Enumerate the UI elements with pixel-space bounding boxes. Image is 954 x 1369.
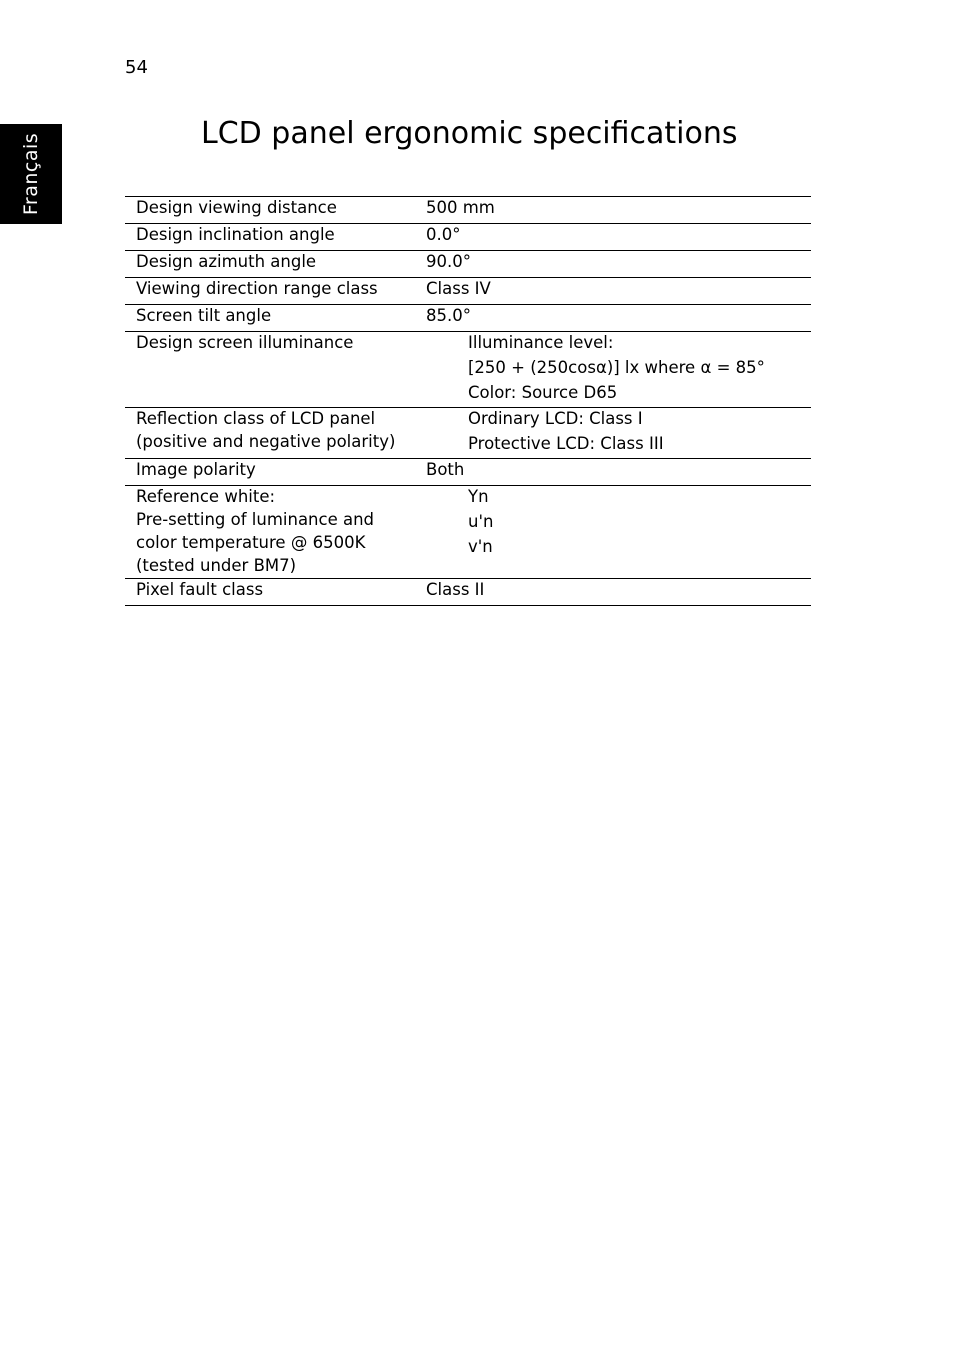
spec-label: (tested under BM7) bbox=[136, 556, 297, 575]
spec-row bbox=[125, 408, 811, 459]
spec-label-cell bbox=[125, 579, 426, 606]
page-number: 54 bbox=[125, 57, 148, 78]
spec-value: 90.0° bbox=[426, 252, 471, 271]
spec-label: Reference white: bbox=[136, 487, 276, 506]
spec-label: Design azimuth angle bbox=[136, 252, 317, 271]
spec-label: Reflection class of LCD panel bbox=[136, 409, 376, 428]
spec-value: Color: Source D65 bbox=[468, 383, 618, 402]
spec-value: 0.0° bbox=[426, 225, 461, 244]
spec-label: Pixel fault class bbox=[136, 580, 264, 599]
spec-label-cell bbox=[125, 305, 426, 332]
spec-value: u'n bbox=[468, 512, 494, 531]
spec-value: Class IV bbox=[426, 279, 491, 298]
spec-label-cell bbox=[125, 278, 426, 305]
spec-value-cell bbox=[426, 408, 811, 459]
spec-label: Image polarity bbox=[136, 460, 256, 479]
spec-value: Illuminance level: bbox=[468, 333, 614, 352]
spec-label: Pre-setting of luminance and bbox=[136, 510, 375, 529]
spec-row bbox=[125, 197, 811, 224]
spec-value-cell bbox=[426, 486, 811, 579]
spec-value-cell bbox=[426, 224, 811, 251]
spec-label: (positive and negative polarity) bbox=[136, 432, 396, 451]
spec-row bbox=[125, 251, 811, 278]
spec-label-cell bbox=[125, 197, 426, 224]
spec-value: Class II bbox=[426, 580, 485, 599]
spec-row bbox=[125, 459, 811, 486]
spec-label-cell bbox=[125, 408, 426, 459]
spec-row bbox=[125, 579, 811, 606]
spec-label: Viewing direction range class bbox=[136, 279, 378, 298]
spec-table-body bbox=[125, 197, 811, 606]
spec-value-cell bbox=[426, 305, 811, 332]
spec-value-cell bbox=[426, 197, 811, 224]
spec-row bbox=[125, 278, 811, 305]
spec-table bbox=[125, 196, 811, 606]
language-tab-label: Français bbox=[20, 132, 42, 216]
spec-label-cell bbox=[125, 486, 426, 579]
spec-row bbox=[125, 332, 811, 408]
spec-row bbox=[125, 486, 811, 579]
spec-value-cell bbox=[426, 579, 811, 606]
spec-value: Ordinary LCD: Class I bbox=[468, 409, 643, 428]
spec-label: color temperature @ 6500K bbox=[136, 533, 366, 552]
spec-label-cell bbox=[125, 251, 426, 278]
spec-value-cell bbox=[426, 278, 811, 305]
spec-value-cell bbox=[426, 332, 811, 408]
spec-label: Design inclination angle bbox=[136, 225, 335, 244]
spec-value: Both bbox=[426, 460, 465, 479]
spec-value: [250 + (250cosα)] lx where α = 85° bbox=[468, 358, 765, 377]
spec-label: Screen tilt angle bbox=[136, 306, 272, 325]
spec-value: 500 mm bbox=[426, 198, 495, 217]
spec-value-cell bbox=[426, 251, 811, 278]
spec-label-cell bbox=[125, 332, 426, 408]
spec-value-cell bbox=[426, 459, 811, 486]
spec-label-cell bbox=[125, 459, 426, 486]
spec-value: Yn bbox=[468, 487, 489, 506]
spec-row bbox=[125, 224, 811, 251]
page-title: LCD panel ergonomic specifications bbox=[201, 116, 738, 151]
spec-row bbox=[125, 305, 811, 332]
spec-label: Design viewing distance bbox=[136, 198, 337, 217]
spec-value: 85.0° bbox=[426, 306, 471, 325]
spec-label-cell bbox=[125, 224, 426, 251]
spec-value: v'n bbox=[468, 537, 493, 556]
spec-value: Protective LCD: Class III bbox=[468, 434, 664, 453]
spec-label: Design screen illuminance bbox=[136, 333, 354, 352]
language-tab bbox=[0, 124, 62, 224]
